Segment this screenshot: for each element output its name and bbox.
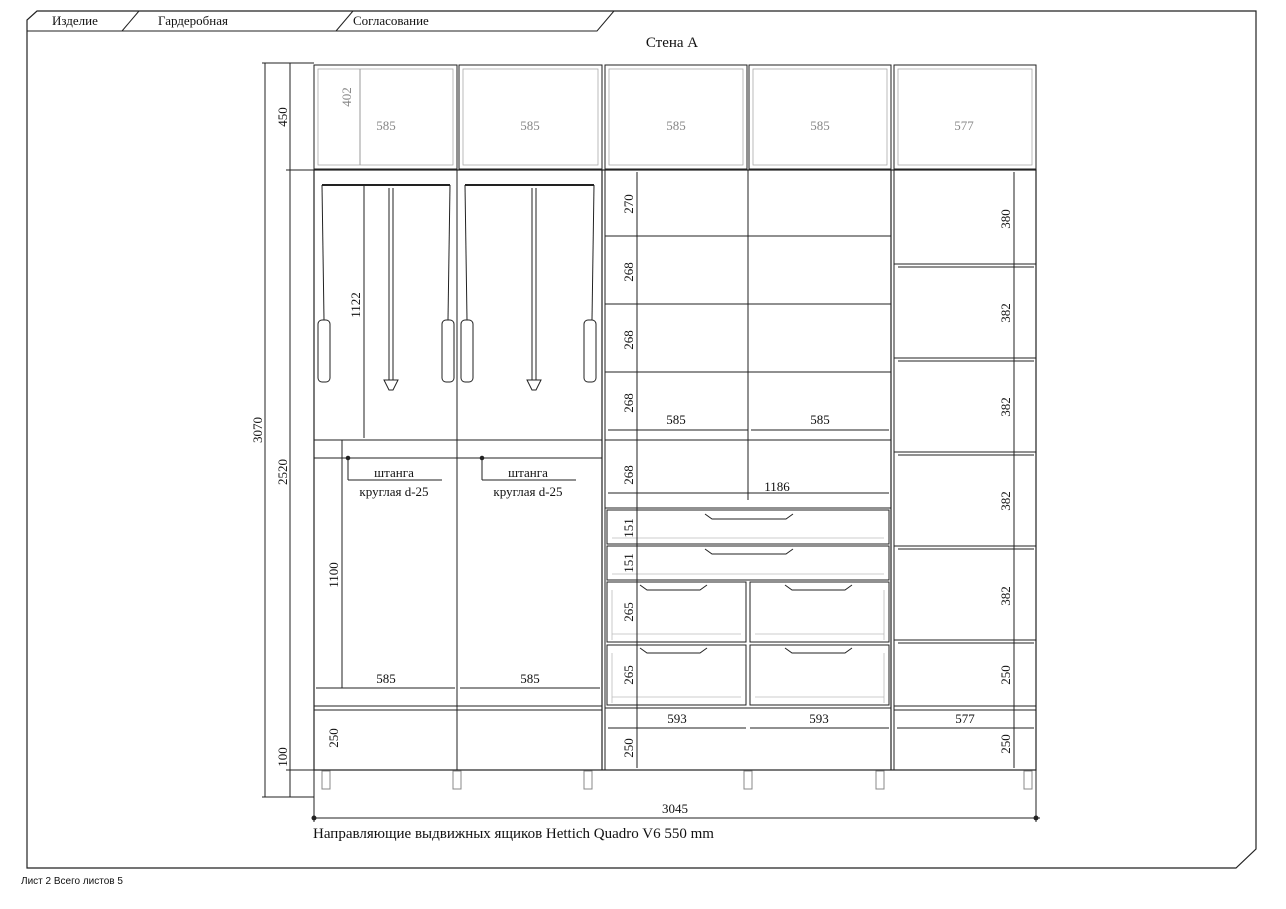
top-box-1 bbox=[314, 65, 457, 169]
dim-right-2: 382 bbox=[998, 303, 1013, 323]
dim-hanging-width-2: 585 bbox=[520, 671, 540, 686]
dim-shelf-2: 268 bbox=[621, 262, 636, 282]
dim-shelf-width-2: 585 bbox=[810, 412, 830, 427]
dim-right-6: 250 bbox=[998, 665, 1013, 685]
top-box-4 bbox=[749, 65, 891, 169]
top-box-5 bbox=[894, 65, 1036, 169]
dim-drawer-width-1: 593 bbox=[667, 711, 687, 726]
wardrobe-lift-right bbox=[461, 185, 596, 390]
dim-hanging-lower: 1100 bbox=[326, 562, 341, 588]
dim-lower-height: 2520 bbox=[275, 459, 290, 485]
dim-drawer-4: 265 bbox=[621, 665, 636, 685]
drawer-3-right bbox=[750, 582, 889, 642]
dim-right-bottom: 250 bbox=[998, 734, 1013, 754]
drawer-4-right bbox=[750, 645, 889, 705]
dim-shelf-3: 268 bbox=[621, 330, 636, 350]
legs bbox=[322, 771, 1032, 789]
drawing-title: Стена А bbox=[645, 35, 699, 51]
dim-total-height: 3070 bbox=[250, 417, 265, 443]
dim-drawer-bottom: 250 bbox=[621, 738, 636, 758]
dim-hanging-width-1: 585 bbox=[376, 671, 396, 686]
tab-approval[interactable]: Согласование bbox=[353, 13, 429, 28]
dim-drawer-3: 265 bbox=[621, 602, 636, 622]
dim-plinth: 100 bbox=[275, 747, 290, 767]
top-box-3 bbox=[605, 65, 747, 169]
tab-divider bbox=[336, 11, 353, 31]
top-box-2 bbox=[459, 65, 602, 169]
drawing-note: Направляющие выдвижных ящиков Hettich Quadro V6 550 mm bbox=[313, 826, 714, 842]
dim-shelf-span: 1186 bbox=[764, 479, 790, 494]
tab-product[interactable]: Изделие bbox=[52, 13, 98, 28]
carcass-body bbox=[314, 170, 1036, 770]
dim-hanging-bottom: 250 bbox=[326, 728, 341, 748]
rod-label-right-2: круглая d-25 bbox=[493, 484, 563, 499]
tab-strip bbox=[27, 11, 614, 31]
dim-right-1: 380 bbox=[998, 209, 1013, 229]
dim-right-5: 382 bbox=[998, 586, 1013, 606]
tab-divider bbox=[122, 11, 139, 31]
drawer-1 bbox=[607, 510, 889, 544]
dim-hanging-upper: 1122 bbox=[348, 292, 363, 318]
sheet-footer: Лист 2 Всего листов 5 bbox=[21, 876, 123, 887]
rod-label-left-2: круглая d-25 bbox=[359, 484, 429, 499]
dim-top-height: 450 bbox=[275, 107, 290, 127]
dim-top-depth: 402 bbox=[339, 87, 354, 107]
dim-top-width-3: 585 bbox=[666, 118, 686, 133]
dim-top-width-2: 585 bbox=[520, 118, 540, 133]
dim-top-width-5: 577 bbox=[954, 118, 974, 133]
dim-top-width-1: 585 bbox=[376, 118, 396, 133]
rod-label-left-1: штанга bbox=[374, 465, 414, 480]
dim-top-width-4: 585 bbox=[810, 118, 830, 133]
dim-shelf-width-1: 585 bbox=[666, 412, 686, 427]
dim-shelf-1: 270 bbox=[621, 194, 636, 214]
dim-total-width: 3045 bbox=[662, 801, 688, 816]
dim-shelf-4: 268 bbox=[621, 393, 636, 413]
dim-right-4: 382 bbox=[998, 491, 1013, 511]
dim-drawer-width-2: 593 bbox=[809, 711, 829, 726]
header-tabs bbox=[27, 11, 614, 31]
dim-right-3: 382 bbox=[998, 397, 1013, 417]
dim-shelf-5: 268 bbox=[621, 465, 636, 485]
dim-drawer-1: 151 bbox=[621, 518, 636, 538]
dim-right-width: 577 bbox=[955, 711, 975, 726]
wardrobe-lift-left bbox=[318, 185, 454, 390]
drawer-2 bbox=[607, 546, 889, 580]
rod-label-right-1: штанга bbox=[508, 465, 548, 480]
dim-drawer-2: 151 bbox=[621, 553, 636, 573]
tab-wardrobe[interactable]: Гардеробная bbox=[158, 13, 228, 28]
